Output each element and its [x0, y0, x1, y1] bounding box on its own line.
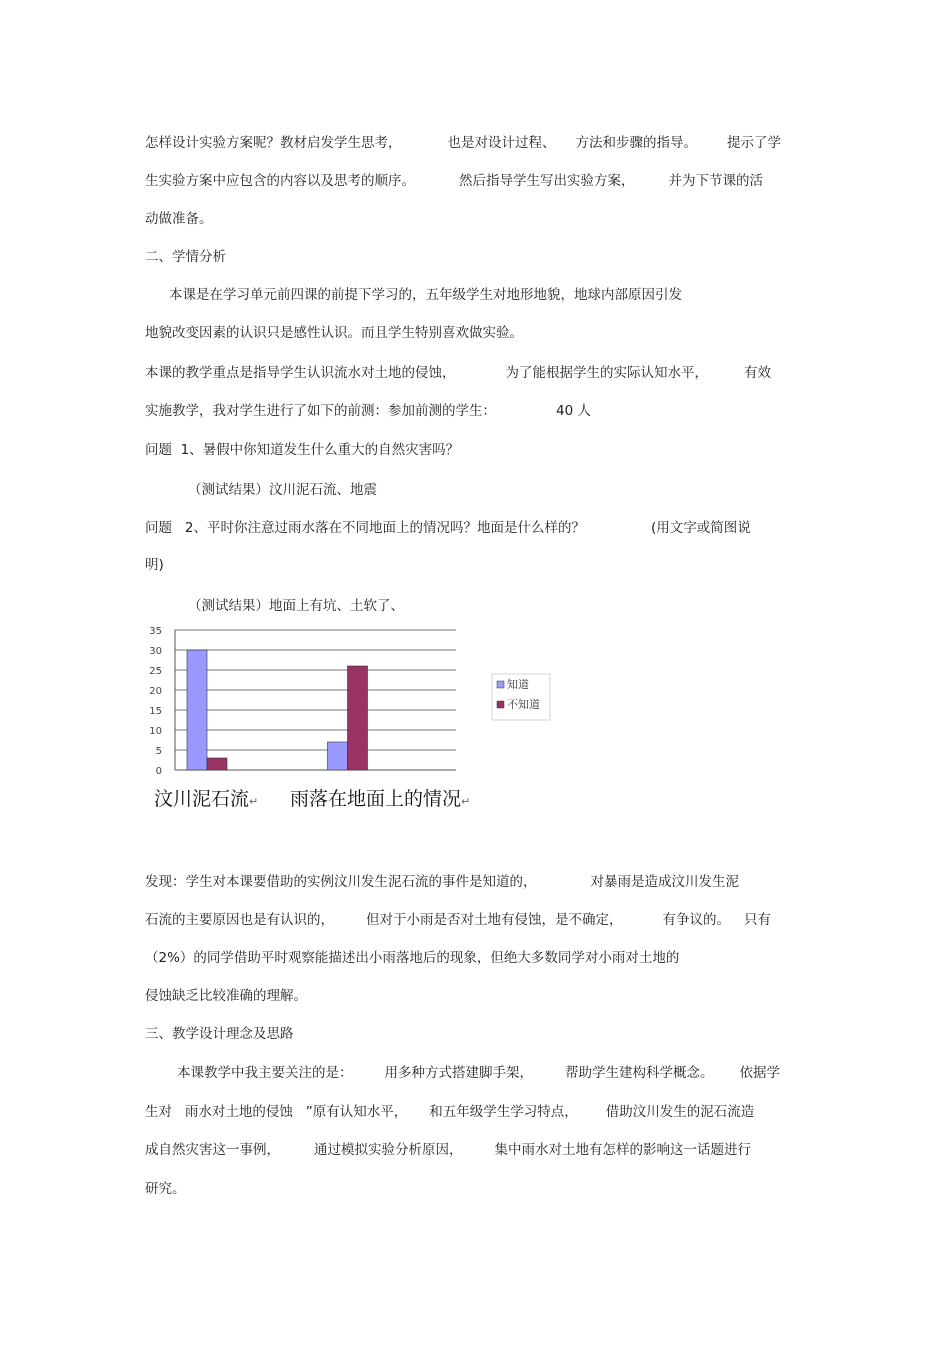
text-line: （测试结果）地面上有坑、土软了、	[188, 598, 404, 614]
text-span: 发现：学生对本课要借助的实例汶川发生泥石流的事件是知道的，	[145, 874, 537, 890]
text-span: 通过模拟实验分析原因，	[314, 1142, 463, 1158]
text-span: 对暴雨是造成汶川发生泥	[590, 874, 739, 890]
text-span: 成自然灾害这一事例，	[145, 1142, 280, 1158]
text-line	[145, 172, 763, 190]
y-tick-label: 25	[149, 666, 162, 677]
y-tick-label: 30	[149, 646, 162, 657]
text-span: 并为下节课的活	[668, 173, 763, 189]
text-line: （测试结果）汶川泥石流、地震	[188, 482, 377, 498]
section-heading: 二、学情分析	[145, 249, 226, 265]
text-span: 但对于小雨是否对土地有侵蚀，是不确定，	[366, 912, 623, 928]
bar	[348, 666, 368, 770]
bar	[207, 758, 227, 770]
text-span: 帮助学生建构科学概念。	[565, 1065, 714, 1081]
text-span: 怎样设计实验方案呢？教材启发学生思考，	[145, 135, 402, 151]
text-span: 方法和步骤的指导。	[575, 135, 697, 151]
text-line: （2%）的同学借助平时观察能描述出小雨落地后的现象，但绝大多数同学对小雨对土地的	[145, 950, 680, 966]
text-line	[145, 1103, 754, 1121]
y-tick-label: 20	[149, 686, 162, 697]
text-span: 有争议的。	[662, 912, 730, 928]
text-span: 本课的教学重点是指导学生认识流水对土地的侵蚀，	[145, 365, 456, 381]
legend-swatch	[497, 681, 504, 688]
y-tick-label: 35	[149, 626, 162, 637]
text-span: 本课教学中我主要关注的是：	[177, 1065, 353, 1081]
text-span: 提示了学	[727, 135, 781, 151]
text-line: 侵蚀缺乏比较准确的理解。	[145, 988, 307, 1004]
text-span: 问题 2、平时你注意过雨水落在不同地面上的情况吗？地面是什么样的？	[145, 520, 585, 536]
text-line	[177, 1064, 780, 1082]
legend-swatch	[497, 701, 504, 708]
text-line: 研究。	[145, 1181, 186, 1197]
text-span: 生对 雨水对土地的侵蚀 ”原有认知水平，	[145, 1104, 408, 1120]
text-span: 和五年级学生学习特点，	[429, 1104, 578, 1120]
y-tick-label: 10	[149, 726, 162, 737]
legend-label: 知道	[507, 678, 529, 691]
text-span: 生实验方案中应包含的内容以及思考的顺序。	[145, 173, 415, 189]
text-line: 地貌改变因素的认识只是感性认识。而且学生特别喜欢做实验。	[145, 325, 523, 341]
text-span: 40 人	[556, 403, 591, 419]
text-line	[145, 134, 781, 152]
text-span: 借助汶川发生的泥石流造	[605, 1104, 755, 1120]
text-span: 集中雨水对土地有怎样的影响这一话题进行	[494, 1142, 751, 1158]
text-line	[145, 402, 591, 420]
text-line	[145, 911, 771, 929]
text-span: 为了能根据学生的实际认知水平，	[505, 365, 708, 381]
text-span: 然后指导学生写出实验方案，	[459, 173, 635, 189]
text-span: 有效	[744, 365, 771, 381]
text-line	[145, 1141, 751, 1159]
text-span: 只有	[744, 912, 771, 928]
text-line	[145, 364, 771, 382]
text-line: 明)	[145, 557, 164, 573]
bar	[328, 742, 348, 770]
bar-chart	[140, 622, 570, 782]
y-tick-label: 0	[155, 766, 162, 777]
legend-label: 不知道	[507, 698, 540, 711]
y-tick-label: 15	[149, 706, 162, 717]
text-line: 动做准备。	[145, 211, 213, 227]
text-span: 实施教学，我对学生进行了如下的前测：参加前测的学生：	[145, 403, 496, 419]
category-label: 雨落在地面上的情况↵	[290, 788, 471, 810]
text-span: 依据学	[739, 1065, 780, 1081]
y-tick-label: 5	[155, 746, 162, 757]
bar	[187, 650, 207, 770]
text-line	[145, 519, 751, 537]
category-label: 汶川泥石流↵	[154, 788, 259, 810]
text-span: 用多种方式搭建脚手架，	[384, 1065, 533, 1081]
text-line: 本课是在学习单元前四课的前提下学习的，五年级学生对地形地貌，地球内部原因引发	[169, 287, 682, 303]
text-span: 也是对设计过程、	[447, 135, 556, 151]
text-line: 问题 1、暑假中你知道发生什么重大的自然灾害吗？	[145, 442, 460, 458]
text-span: (用文字或简图说	[650, 520, 751, 536]
section-heading: 三、教学设计理念及思路	[145, 1026, 294, 1042]
text-span: 石流的主要原因也是有认识的，	[145, 912, 334, 928]
text-line	[145, 873, 739, 891]
